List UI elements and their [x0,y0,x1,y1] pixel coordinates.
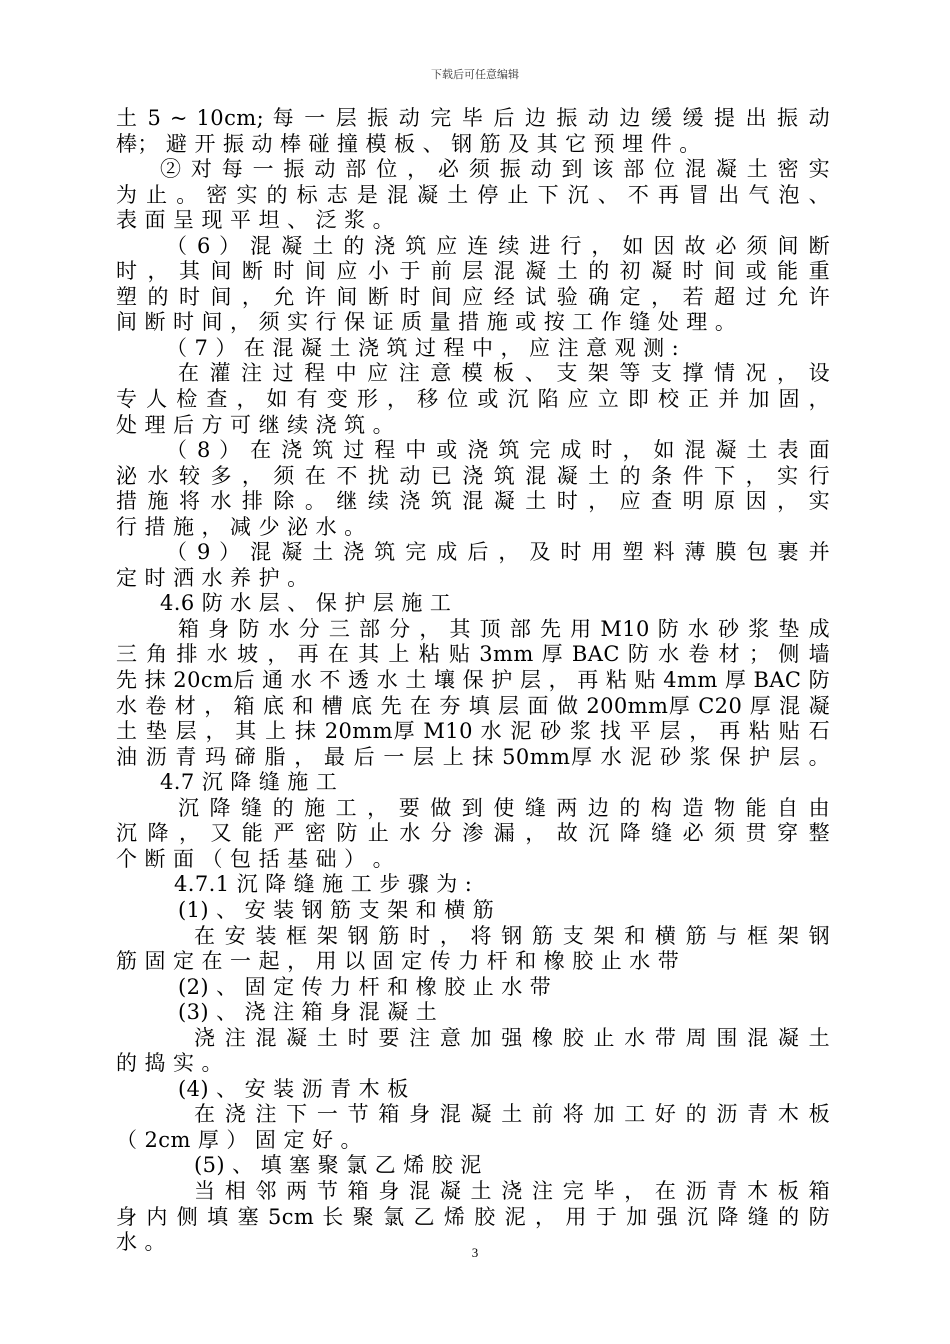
text-line: 土 垫 层 ， 其 上 抹 20mm厚 M10 水 泥 砂 浆 找 平 层 ， 再 粘 贴 石 [116,719,830,744]
text-line: 身 内 侧 填 塞 5cm 长 聚 氯 乙 烯 胶 泥 ， 用 于 加 强 沉 降 缝 的 防 [116,1204,830,1229]
text-line: ② 对 每 一 振 动 部 位 ， 必 须 振 动 到 该 部 位 混 凝 土 密 实 [160,157,830,182]
text-line: 时 ， 其 间 断 时 间 应 小 于 前 层 混 凝 土 的 初 凝 时 间 或 能 重 [116,259,830,284]
text-line: 处 理 后 方 可 继 续 浇 筑 。 [116,412,395,437]
text-line: 间 断 时 间 ， 须 实 行 保 证 质 量 措 施 或 按 工 作 缝 处 理 。 [116,310,737,335]
text-line: 为 止 。 密 实 的 标 志 是 混 凝 土 停 止 下 沉 、 不 再 冒 出 气 泡 、 [116,182,830,207]
text-line: 4.7 沉 降 缝 施 工 [160,770,338,795]
text-line: 4.7.1 沉 降 缝 施 工 步 骤 为 : [174,872,473,897]
text-line: 沉 降 缝 的 施 工 ， 要 做 到 使 缝 两 边 的 构 造 物 能 自 由 [178,795,830,820]
text-line: 水 卷 材 ， 箱 底 和 槽 底 先 在 夯 填 层 面 做 200mm厚 C20 厚 混 凝 [116,693,830,718]
page-header: 下载后可任意编辑 [431,68,519,81]
text-line: 油 沥 青 玛 碲 脂 ， 最 后 一 层 上 抹 50mm厚 水 泥 砂 浆 保 护 层 。 [116,744,830,769]
text-line: （ 2cm 厚 ） 固 定 好 。 [116,1127,362,1152]
text-line: 沉 降 ， 又 能 严 密 防 止 水 分 渗 漏 ， 故 沉 降 缝 必 须 贯 穿 整 [116,821,830,846]
text-line: 在 浇 注 下 一 节 箱 身 混 凝 土 前 将 加 工 好 的 沥 青 木 板 [194,1102,830,1127]
text-line: 行 措 施 ， 减 少 泌 水 。 [116,514,366,539]
text-line: 箱 身 防 水 分 三 部 分 ， 其 顶 部 先 用 M10 防 水 砂 浆 垫 成 [178,616,830,641]
text-line: 个 断 面 （ 包 括 基 础 ） 。 [116,846,395,871]
text-line: 先 抹 20cm后 通 水 不 透 水 土 壤 保 护 层 ， 再 粘 贴 4mm 厚 BAC 防 [116,668,830,693]
text-line: （ 8 ） 在 浇 筑 过 程 中 或 浇 筑 完 成 时 ， 如 混 凝 土 表 面 [166,438,830,463]
text-line: (3) 、 浇 注 箱 身 混 凝 土 [178,1000,438,1025]
text-line: 在 安 装 框 架 钢 筋 时 ， 将 钢 筋 支 架 和 横 筋 与 框 架 钢 [194,923,830,948]
text-line: （ 6 ） 混 凝 土 的 浇 筑 应 连 续 进 行 ， 如 因 故 必 须 间 断 [166,233,830,258]
text-line: (4) 、 安 装 沥 青 木 板 [178,1076,409,1101]
text-line: 浇 注 混 凝 土 时 要 注 意 加 强 橡 胶 止 水 带 周 围 混 凝 土 [194,1025,830,1050]
text-line: （ 9 ） 混 凝 土 浇 筑 完 成 后 ， 及 时 用 塑 料 薄 膜 包 裹 并 [166,540,830,565]
text-line: 塑 的 时 间 ， 允 许 间 断 时 间 应 经 试 验 确 定 ， 若 超 过 允 许 [116,284,830,309]
text-line: 措 施 将 水 排 除 。 继 续 浇 筑 混 凝 土 时 ， 应 查 明 原 因 ， 实 [116,489,830,514]
text-line: (2) 、 固 定 传 力 杆 和 橡 胶 止 水 带 [178,974,552,999]
text-line: 4.6 防 水 层 、 保 护 层 施 工 [160,591,452,616]
text-line: 土 5 ~ 10cm; 每 一 层 振 动 完 毕 后 边 振 动 边 缓 缓 提 出 振 动 [116,106,830,130]
text-line: (1) 、 安 装 钢 筋 支 架 和 横 筋 [178,897,495,922]
text-line: 三 角 排 水 坡 ， 再 在 其 上 粘 贴 3mm 厚 BAC 防 水 卷 材 ； 侧 墙 [116,642,830,667]
document-body [116,106,830,1256]
text-line: 筋 固 定 在 一 起 ， 用 以 固 定 传 力 杆 和 橡 胶 止 水 带 [116,949,680,974]
text-line: 当 相 邻 两 节 箱 身 混 凝 土 浇 注 完 毕 ， 在 沥 青 木 板 箱 [194,1178,830,1203]
text-line: (5) 、 填 塞 聚 氯 乙 烯 胶 泥 [194,1153,482,1178]
text-line: 泌 水 较 多 ， 须 在 不 扰 动 已 浇 筑 混 凝 土 的 条 件 下 ， 实 行 [116,463,830,488]
text-line: （ 7 ） 在 混 凝 土 浇 筑 过 程 中 ， 应 注 意 观 测 : [166,335,680,360]
page-number: 3 [471,1245,479,1260]
text-line: 表 面 呈 现 平 坦 、 泛 浆 。 [116,208,395,233]
text-line: 棒； 避 开 振 动 棒 碰 撞 模 板 、 钢 筋 及 其 它 预 埋 件 。 [116,131,701,156]
text-line: 的 捣 实 。 [116,1051,223,1076]
text-line: 在 灌 注 过 程 中 应 注 意 模 板 、 支 架 等 支 撑 情 况 ， 设 [178,361,830,386]
text-line: 专 人 检 查 ， 如 有 变 形 ， 移 位 或 沉 陷 应 立 即 校 正 并 加 固 ， [116,387,830,412]
text-line: 水 。 [116,1230,166,1255]
text-line: 定 时 洒 水 养 护 。 [116,565,309,590]
